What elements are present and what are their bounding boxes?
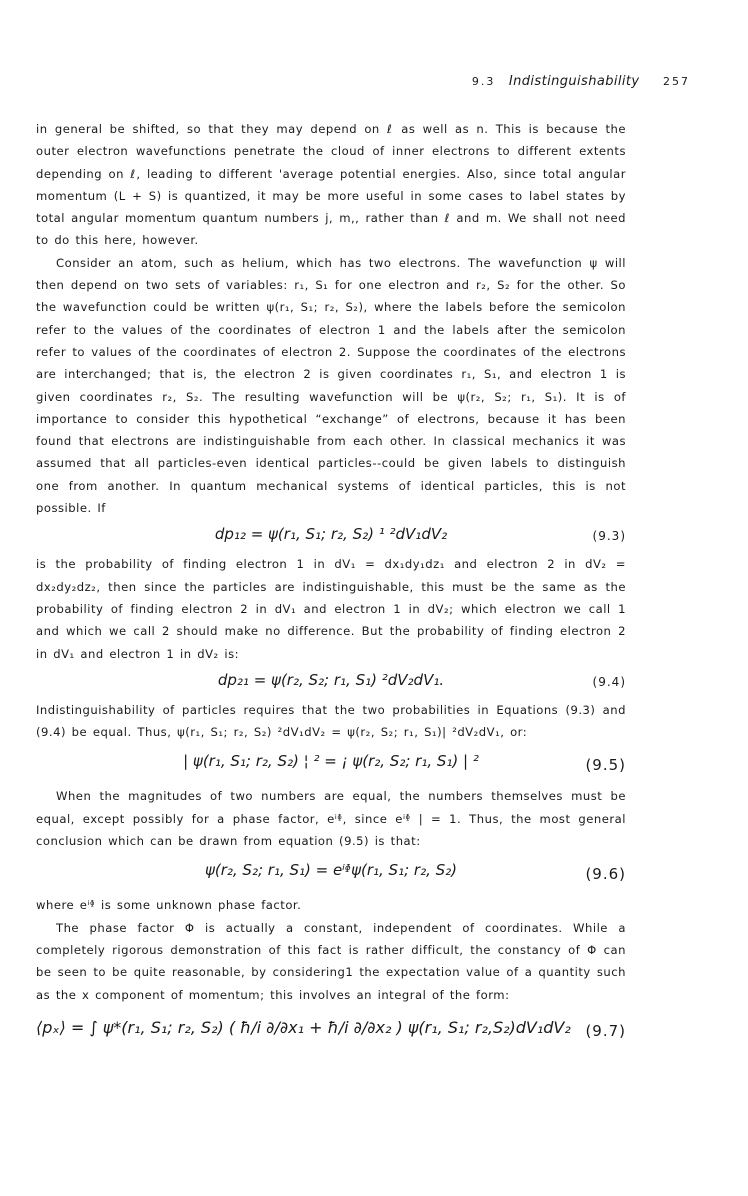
equation-9-7-number: (9.7) (585, 1021, 626, 1040)
equation-9-6-expr: ψ(r₂, S₂; r₁, S₁) = eⁱᶲψ(r₁, S₁; r₂, S₂) (204, 861, 458, 880)
header-title: Indistinguishability (508, 74, 640, 89)
paragraph-4: Indistinguishability of particles requires that the two probabilities in Equations (9.3) and (9.4) be equal. Thus, ψ(r₁, S₁; r₂, S₂) ²dV₁dV₂ = ψ(r₂, S₂; r₁, S₁)| ²dV₂dV₁, or: (36, 702, 626, 740)
page-number: 257 (663, 75, 690, 88)
equation-9-4-number: (9.4) (592, 674, 626, 689)
equation-9-5 (36, 745, 626, 783)
equation-9-3-number: (9.3) (592, 529, 626, 544)
running-header (460, 74, 690, 92)
equation-9-5-expr: | ψ(r₁, S₁; r₂, S₂) ¦ ² = ¡ ψ(r₂, S₂; r₁, S₁) | ² (183, 752, 479, 771)
equation-9-6-number: (9.6) (585, 865, 626, 884)
paragraph-6: where eⁱᶲ is some unknown phase factor. (36, 898, 302, 913)
equation-9-7-expr: ⟨pₓ⟩ = ∫ ψ*(r₁, S₁; r₂, S₂) ( ħ/i ∂/∂x₁ + ħ/i ∂/∂x₂ ) ψ(r₁, S₁; r₂,S₂)dV₁dV₂ (36, 1017, 571, 1037)
equation-9-3-expr: dp₁₂ = ψ(r₁, S₁; r₂, S₂) ¹ ²dV₁dV₂ (214, 525, 448, 544)
body-text (36, 118, 626, 1062)
paragraph-2: Consider an atom, such as helium, which has two electrons. The wavefunction ψ will then depend on two sets of variables: r₁, S₁ for one electron and r₂, S₂ for the other. So the wavefunction could be written ψ(r₁, S₁; r₂, S₂), where the labels before the semicolon refer to the values of the coordinates of electron 1 and the labels after the semicolon refer to values of the coordinates of electron 2. Suppose the coordinates of the electrons are interchanged; that is, the electron 2 is given coordinates r₁, S₁, and electron 1 is given coordinates r₂, S₂. The resulting wavefunction will be ψ(r₂, S₂; r₁, S₁). It is of importance to consider this hypothetical “exchange” of electrons, because it has been found that electrons are indistinguishable from each other. In classical mechanics it was assumed that all particles-even identical particles--could be given labels to distinguish one from another. In quantum mechanical systems of identical particles, this is not possible. If (36, 255, 626, 516)
equation-9-4 (36, 667, 626, 697)
equation-9-7 (36, 1008, 626, 1060)
paragraph-7: The phase factor Φ is actually a constant, independent of coordinates. While a completely rigorous demonstration of this fact is rather difficult, the constancy of Φ can be seen to be quite reasonable, by considering1 the expectation value of a quantity such as the x component of momentum; this involves an integral of the form: (36, 920, 626, 1002)
paragraph-3: is the probability of finding electron 1 in dV₁ = dx₁dy₁dz₁ and electron 2 in dV₂ = dx₂dy₂dz₂, then since the particles are indistinguishable, this must be the same as the probability of finding electron 2 in dV₁ and electron 1 in dV₂; which electron we call 1 and which we call 2 should make no difference. But the probability of finding electron 2 in dV₁ and electron 1 in dV₂ is: (36, 557, 626, 661)
equation-9-3 (36, 521, 626, 551)
paragraph-5: When the magnitudes of two numbers are equal, the numbers themselves must be equal, except possibly for a phase factor, eⁱᶲ, since eⁱᶲ | = 1. Thus, the most general conclusion which can be drawn from equation (9.5) is that: (36, 789, 626, 849)
paragraph-1: in general be shifted, so that they may depend on ℓ as well as n. This is because the outer electron wavefunctions penetrate the cloud of inner electrons to different extents depending on ℓ, leading to different 'average potential energies. Also, since total angular momentum (L + S) is quantized, it may be more useful in some cases to label states by total angular momentum quantum numbers j, m,, rather than ℓ and m. We shall not need to do this here, however. (36, 122, 626, 248)
equation-9-6 (36, 854, 626, 892)
equation-9-5-number: (9.5) (585, 756, 626, 775)
equation-9-4-expr: dp₂₁ = ψ(r₂, S₂; r₁, S₁) ²dV₂dV₁. (217, 670, 445, 689)
section-number: 9.3 (471, 75, 496, 88)
